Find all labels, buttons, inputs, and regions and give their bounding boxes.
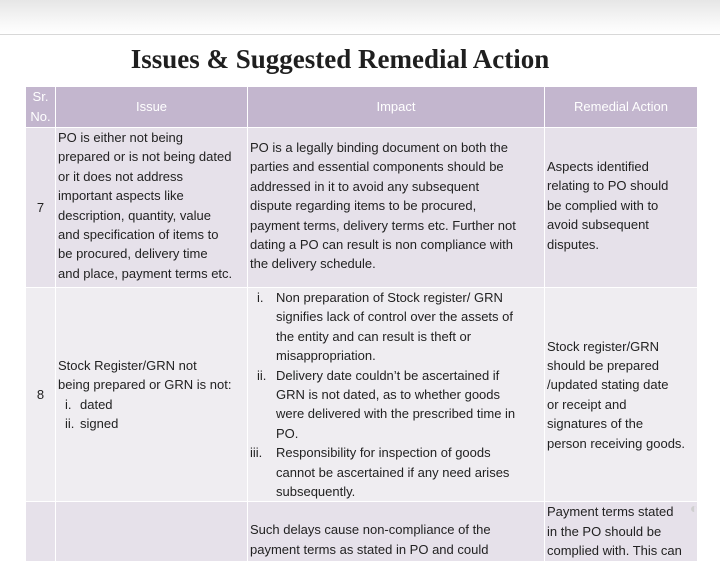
row-sr-no: 8	[26, 288, 56, 502]
impact-list	[250, 288, 542, 501]
slide-nav-icon: ◐	[690, 500, 699, 516]
table-row	[26, 288, 698, 502]
row-issue: PO is either not being prepared or is not being dated or it does not address important aspects like description, quantity, value and specification of items to be procured, delivery time and place, payment terms etc.	[56, 128, 248, 288]
row-remedial-action: Stock register/GRN should be prepared /updated stating date or receipt and signatures of the person receiving goods.	[545, 288, 698, 502]
row-sr-no	[26, 502, 56, 562]
row-impact	[248, 288, 545, 502]
header-issue: Issue	[56, 87, 248, 128]
issues-table	[25, 86, 698, 562]
list-item: iii. Responsibility for inspection of goods cannot be ascertained if any need arises subsequently.	[250, 445, 510, 500]
header-row	[26, 87, 698, 128]
top-divider	[0, 34, 720, 35]
table-row	[26, 502, 698, 562]
row-sr-no: 7	[26, 128, 56, 288]
list-item: i. dated	[65, 396, 113, 412]
list-item: i. Non preparation of Stock register/ GRN signifies lack of control over the assets of the entity and can result is theft or misappropriation.	[257, 290, 514, 364]
list-item: ii. signed	[65, 416, 119, 432]
page-title: Issues & Suggested Remedial Action	[130, 44, 550, 74]
issue-intro: Stock Register/GRN not being prepared or GRN is not:	[58, 357, 232, 393]
header-sr-no: Sr. No.	[26, 87, 56, 128]
row-issue	[56, 288, 248, 502]
row-remedial-action: Aspects identified relating to PO should be complied with to avoid subsequent disputes.	[545, 128, 698, 288]
header-remedial-action: Remedial Action	[545, 87, 698, 128]
row-issue	[56, 502, 248, 562]
row-remedial-action: Payment terms stated in the PO should be complied with. This can	[545, 502, 698, 562]
table-row	[26, 128, 698, 288]
issue-list	[58, 395, 245, 434]
header-impact: Impact	[248, 87, 545, 128]
row-impact: PO is a legally binding document on both the parties and essential components should be addressed in it to avoid any subsequent dispute regarding items to be procured, payment terms, delivery terms etc. Further not dating a PO can result is non compliance with the delivery schedule.	[248, 128, 545, 288]
top-band	[0, 0, 720, 34]
row-impact: Such delays cause non-compliance of the payment terms as stated in PO and could	[248, 502, 545, 562]
list-item: ii. Delivery date couldn’t be ascertained if GRN is not dated, as to whether goods were delivered with the prescribed time in PO.	[257, 367, 516, 441]
